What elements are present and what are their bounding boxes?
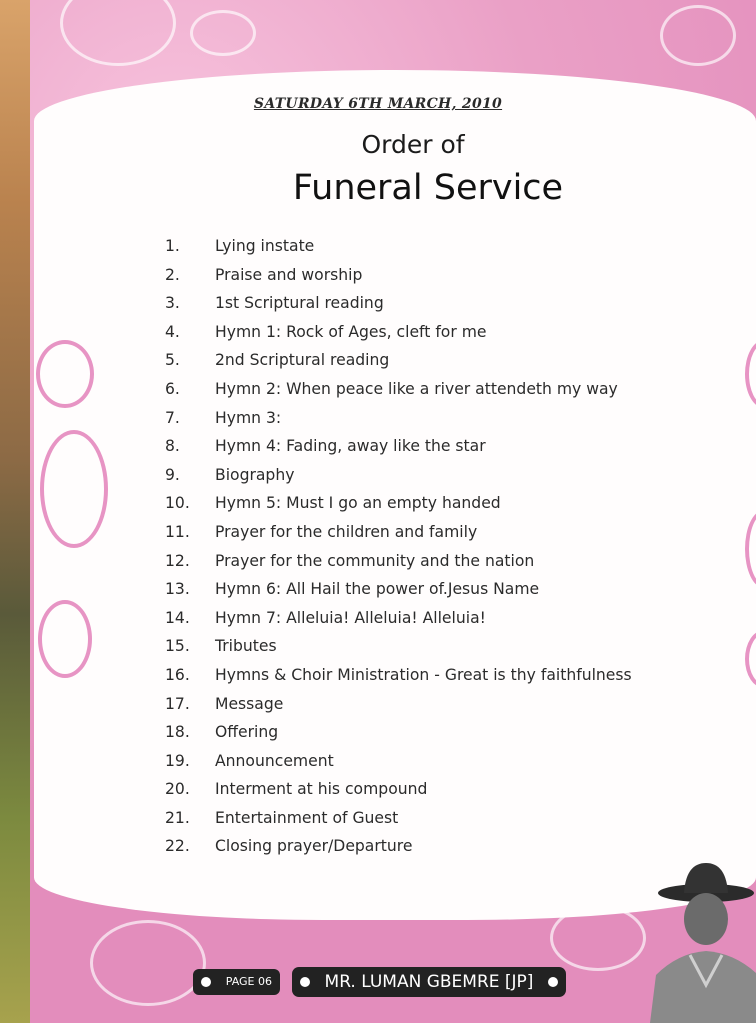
list-item <box>165 375 725 404</box>
list-item <box>165 575 725 604</box>
page-number-badge <box>193 969 280 995</box>
bullet-icon <box>201 977 211 987</box>
item-text: Announcement <box>215 751 334 770</box>
page-title-line2: Funeral Service <box>292 168 564 208</box>
swirl-ornament-icon <box>40 430 108 548</box>
swirl-ornament-icon <box>90 920 206 1006</box>
list-item <box>165 661 725 690</box>
item-number: 2. <box>165 265 180 284</box>
list-item <box>165 690 725 719</box>
list-item <box>165 461 725 490</box>
list-item <box>165 775 725 804</box>
item-number: 18. <box>165 723 190 742</box>
list-item <box>165 489 725 518</box>
item-number: 12. <box>165 551 190 570</box>
service-date: SATURDAY 6TH MARCH, 2010 <box>253 96 503 112</box>
list-item <box>165 289 725 318</box>
item-text: Hymns & Choir Ministration - Great is thy faithfulness <box>215 665 632 684</box>
item-number: 7. <box>165 408 180 427</box>
list-item <box>165 404 725 433</box>
list-item <box>165 832 725 861</box>
list-item <box>165 747 725 776</box>
item-text: Lying instate <box>215 237 315 255</box>
list-item <box>165 518 725 547</box>
item-text: Entertainment of Guest <box>215 808 399 827</box>
order-of-service-list <box>165 232 725 861</box>
item-text: Prayer for the community and the nation <box>215 551 535 570</box>
portrait-photo <box>650 855 756 1023</box>
item-text: Praise and worship <box>215 265 363 284</box>
list-item <box>165 318 725 347</box>
item-number: 20. <box>165 780 190 799</box>
list-item <box>165 232 725 261</box>
item-number: 8. <box>165 437 180 456</box>
list-item <box>165 346 725 375</box>
deceased-name-banner <box>292 967 566 997</box>
item-number: 21. <box>165 808 190 827</box>
item-text: Prayer for the children and family <box>215 522 478 541</box>
item-text: Interment at his compound <box>215 780 428 799</box>
item-number: 17. <box>165 694 190 713</box>
item-number: 1. <box>165 237 180 255</box>
item-text: Offering <box>215 723 279 742</box>
item-text: Hymn 3: <box>215 408 282 427</box>
bullet-icon <box>300 977 310 987</box>
item-text: Closing prayer/Departure <box>215 837 413 856</box>
item-text: Hymn 2: When peace like a river attendeth my way <box>215 379 618 398</box>
swirl-ornament-icon <box>660 5 736 66</box>
list-item <box>165 718 725 747</box>
item-text: Message <box>215 694 284 713</box>
item-text: Hymn 4: Fading, away like the star <box>215 437 486 456</box>
item-text: Hymn 6: All Hail the power of.Jesus Name <box>215 580 540 599</box>
item-number: 9. <box>165 465 180 484</box>
item-number: 22. <box>165 837 190 856</box>
item-text: 2nd Scriptural reading <box>215 351 390 370</box>
item-text: Hymn 1: Rock of Ages, cleft for me <box>215 322 487 341</box>
swirl-ornament-icon <box>60 0 176 66</box>
list-item <box>165 604 725 633</box>
item-text: Hymn 5: Must I go an empty handed <box>215 494 501 513</box>
item-number: 6. <box>165 379 180 398</box>
list-item <box>165 432 725 461</box>
list-item <box>165 632 725 661</box>
swirl-ornament-icon <box>38 600 92 678</box>
swirl-ornament-icon <box>36 340 94 408</box>
list-item <box>165 547 725 576</box>
item-number: 13. <box>165 580 190 599</box>
deceased-name: MR. LUMAN GBEMRE [JP] <box>324 972 534 992</box>
item-number: 14. <box>165 608 190 627</box>
page-title-line1: Order of <box>361 130 465 159</box>
item-text: Hymn 7: Alleluia! Alleluia! Alleluia! <box>215 608 486 627</box>
item-number: 16. <box>165 665 190 684</box>
item-number: 10. <box>165 494 190 513</box>
item-number: 4. <box>165 322 180 341</box>
item-number: 5. <box>165 351 180 370</box>
item-number: 19. <box>165 751 190 770</box>
bullet-icon <box>548 977 558 987</box>
item-number: 3. <box>165 294 180 313</box>
item-text: Tributes <box>215 637 277 656</box>
page-number-label: PAGE 06 <box>225 975 272 988</box>
item-text: 1st Scriptural reading <box>215 294 384 313</box>
swirl-ornament-icon <box>190 10 256 56</box>
item-number: 11. <box>165 522 190 541</box>
list-item <box>165 261 725 290</box>
item-text: Biography <box>215 465 295 484</box>
list-item <box>165 804 725 833</box>
item-number: 15. <box>165 637 190 656</box>
